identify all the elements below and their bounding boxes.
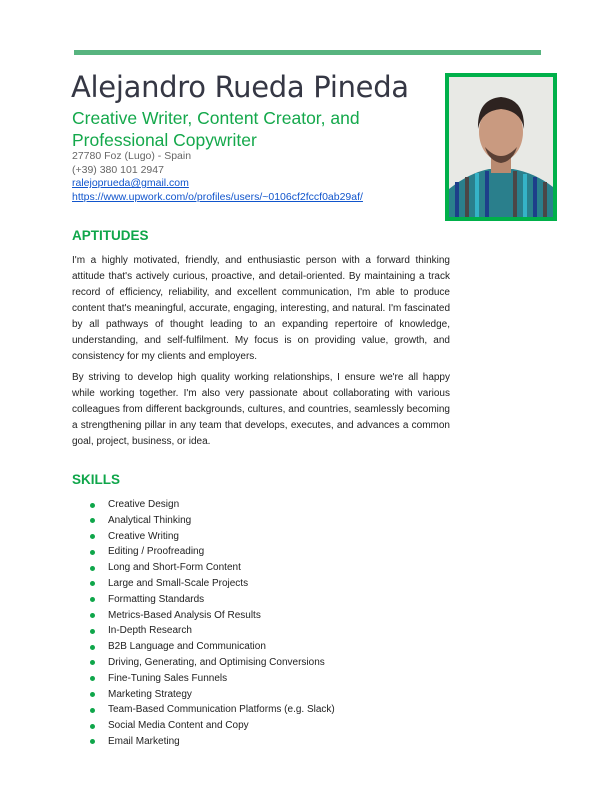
skill-label: Social Media Content and Copy [108, 720, 249, 732]
address: 27780 Foz (Lugo) - Spain [72, 150, 192, 162]
bullet-icon [90, 550, 95, 555]
bullet-icon [90, 676, 95, 681]
bullet-icon [90, 724, 95, 729]
list-item [72, 718, 335, 734]
aptitudes-heading: APTITUDES [72, 228, 149, 243]
bullet-icon [90, 739, 95, 744]
phone: (+39) 380 101 2947 [72, 163, 164, 176]
skill-label: Analytical Thinking [108, 514, 192, 526]
list-item [72, 560, 335, 576]
list-item [72, 655, 335, 671]
contact-info [72, 150, 363, 204]
bullet-icon [90, 613, 95, 618]
list-item [72, 592, 335, 608]
bullet-icon [90, 581, 95, 586]
skill-label: Metrics-Based Analysis Of Results [108, 609, 261, 621]
skill-label: Creative Design [108, 499, 180, 510]
bullet-icon [90, 518, 95, 523]
profile-photo [445, 73, 557, 221]
list-item [72, 702, 335, 718]
list-item [72, 544, 335, 560]
list-item [72, 513, 335, 529]
skill-label: Team-Based Communication Platforms (e.g. Slack) [108, 704, 335, 716]
bullet-icon [90, 566, 95, 571]
list-item [72, 623, 335, 639]
skill-label: Large and Small-Scale Projects [108, 577, 249, 589]
email-link[interactable]: ralejoprueda@gmail.com [72, 177, 189, 189]
header-rule [74, 50, 541, 55]
bullet-icon [90, 503, 95, 508]
aptitudes-paragraph: I'm a highly motivated, friendly, and enthusiastic person with a forward thinking attitude that's actively curious, proactive, and detail-oriented. By maintaining a track record of efficiency, reliability, and excellent communication, I'm able to produce content that's meaningful, accurate, engaging, interesting, and natural. I'm fascinated by all pathways of thought leading to an expanding repertoire of knowledge, understanding, and self-fulfilment. My focus is on providing value, growth, and consistency for my clients and employers. [72, 255, 450, 362]
profile-link[interactable]: https://www.upwork.com/o/profiles/users/~0106cf2fccf0ab29af/ [72, 190, 363, 203]
bullet-icon [90, 629, 95, 634]
bullet-icon [90, 660, 95, 665]
aptitudes-paragraph: By striving to develop high quality working relationships, I ensure we're all happy while working together. I'm also very passionate about collaborating with various colleagues from different backgrounds, cultures, and countries, seamlessly becoming a strengthening pillar in any team that develops, executes, and advances a common goal, project, business, or idea. [72, 372, 450, 447]
bullet-icon [90, 645, 95, 650]
list-item [72, 608, 335, 624]
skill-label: Long and Short-Form Content [108, 562, 241, 574]
bullet-icon [90, 597, 95, 602]
bullet-icon [90, 692, 95, 697]
bullet-icon [90, 534, 95, 539]
skill-label: B2B Language and Communication [108, 641, 266, 653]
skill-label: Driving, Generating, and Optimising Conversions [108, 656, 325, 668]
job-title: Creative Writer, Content Creator, and Professional Copywriter [72, 108, 360, 150]
skills-list [72, 497, 335, 750]
skills-heading: SKILLS [72, 472, 121, 487]
skill-label: Fine-Tuning Sales Funnels [108, 672, 228, 684]
skill-label: Editing / Proofreading [108, 546, 205, 558]
aptitudes-section [72, 253, 450, 455]
skill-label: Email Marketing [108, 735, 180, 747]
skill-label: Marketing Strategy [108, 688, 192, 700]
list-item [72, 529, 335, 545]
list-item [72, 734, 335, 750]
list-item [72, 687, 335, 703]
skill-label: Creative Writing [108, 530, 179, 542]
list-item [72, 576, 335, 592]
skill-label: In-Depth Research [108, 625, 192, 637]
list-item [72, 639, 335, 655]
list-item [72, 671, 335, 687]
list-item [72, 497, 335, 513]
bullet-icon [90, 708, 95, 713]
skill-label: Formatting Standards [108, 593, 205, 605]
candidate-name: Alejandro Rueda Pineda [71, 70, 409, 104]
